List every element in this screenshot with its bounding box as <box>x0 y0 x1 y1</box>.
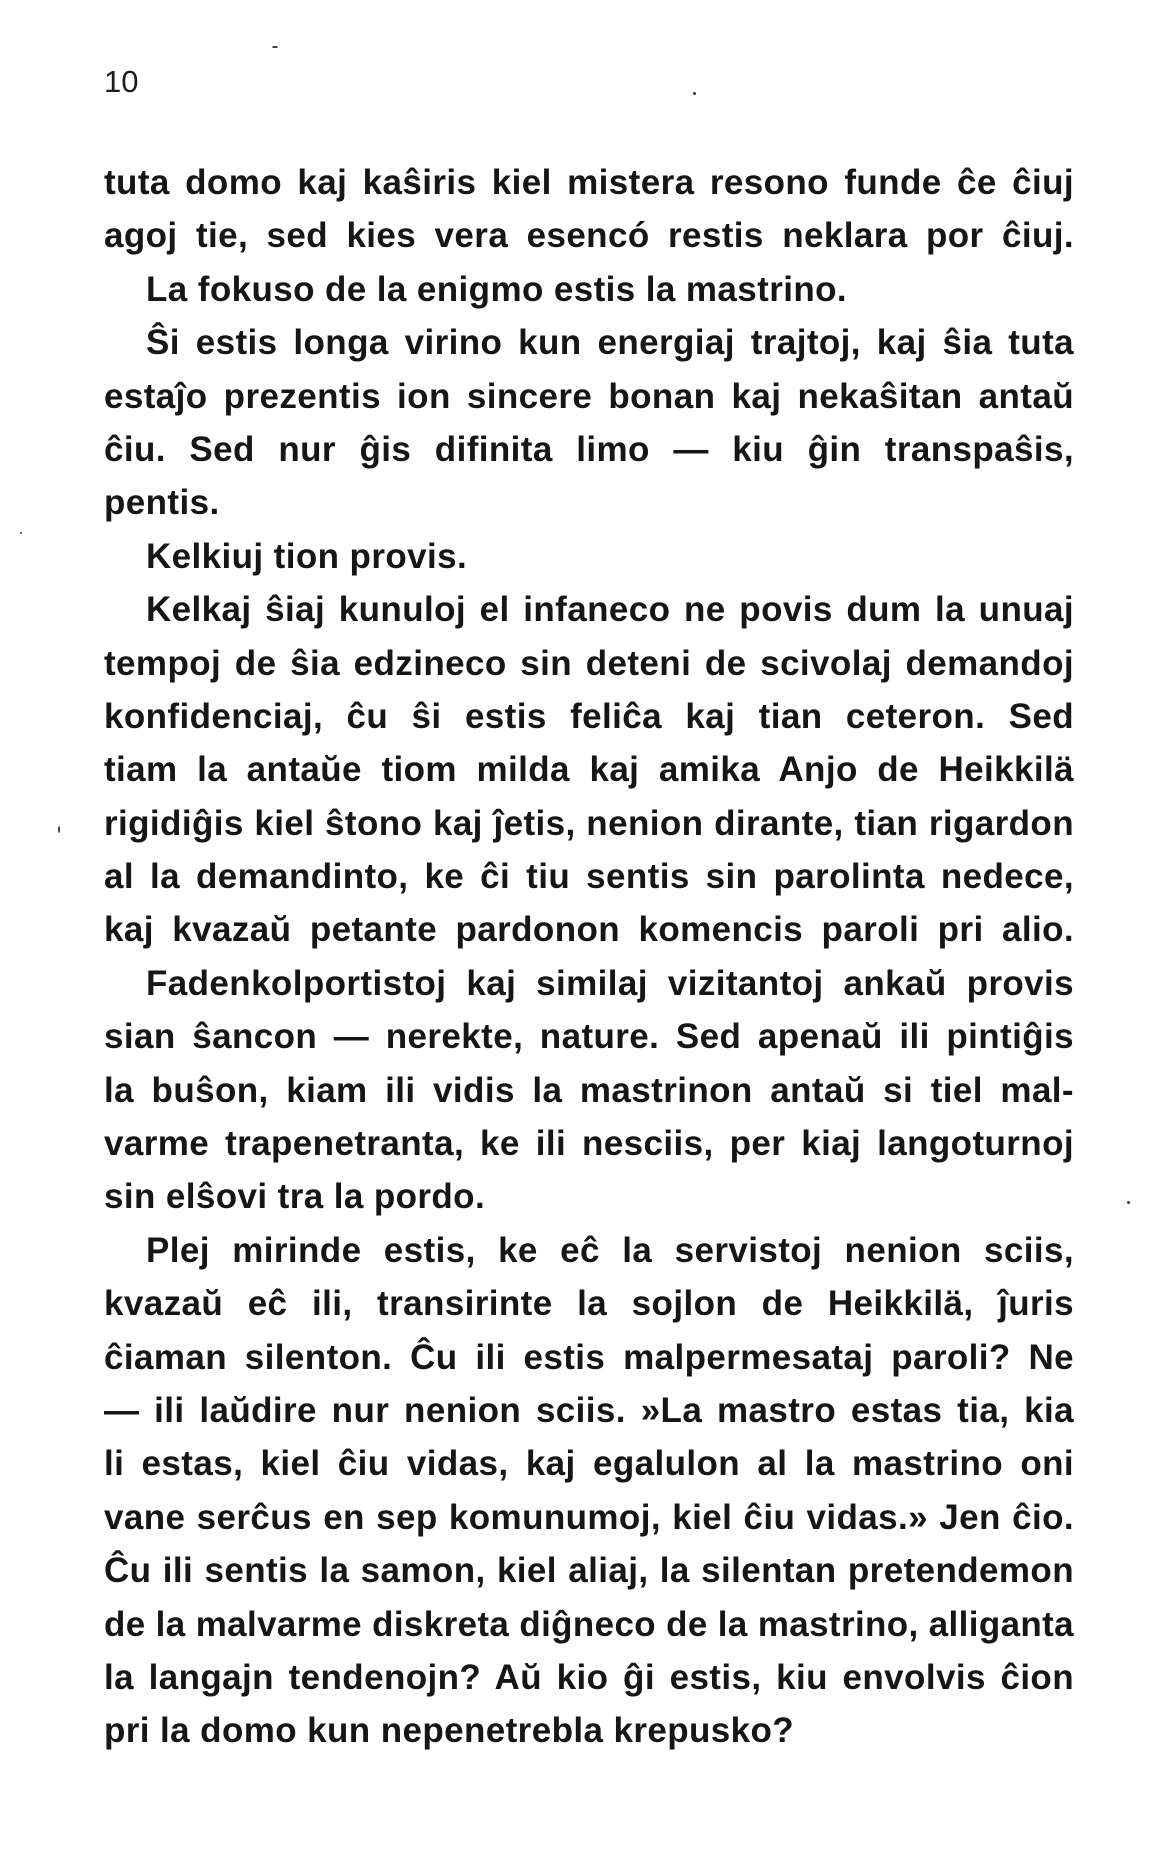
text-line: varme trapenetranta, ke ili nesciis, per kiaj langoturnoj <box>104 1124 1074 1164</box>
body-text <box>104 156 1074 1758</box>
text-line: — ili laŭdire nur nenion sciis. »La mastro estas tia, kia <box>104 1390 1074 1430</box>
text-line: al la demandinto, ke ĉi tiu sentis sin parolinta nedece, <box>104 857 1074 897</box>
text-line: kvazaŭ eĉ ili, transirinte la sojlon de Heikkilä, ĵuris <box>104 1284 1074 1324</box>
scan-speck <box>272 46 278 48</box>
text-line: tuta domo kaj kaŝiris kiel mistera resono funde ĉe ĉiuj <box>104 163 1074 202</box>
text-line: ĉiu. Sed nur ĝis difinita limo — kiu ĝin transpaŝis, <box>104 429 1074 469</box>
scan-speck <box>693 92 696 95</box>
text-line: sian ŝancon — nerekte, nature. Sed apenaŭ ili pintiĝis <box>104 1017 1074 1057</box>
text-line: sin elŝovi tra la pordo. <box>104 1177 486 1217</box>
text-line: la buŝon, kiam ili vidis la mastrinon antaŭ si tiel mal- <box>104 1070 1074 1110</box>
text-line: Plej mirinde estis, ke eĉ la servistoj nenion sciis, <box>146 1230 1074 1270</box>
text-line: vane serĉus en sep komunumoj, kiel ĉiu vidas.» Jen ĉio. <box>104 1497 1074 1537</box>
page-number: 10 <box>104 64 139 99</box>
text-line: kaj kvazaŭ petante pardonon komencis paroli pri alio. <box>104 910 1074 950</box>
text-line: li estas, kiel ĉiu vidas, kaj egalulon al la mastrino oni <box>104 1444 1074 1484</box>
text-line: la langajn tendenojn? Aŭ kio ĝi estis, kiu envolvis ĉion <box>104 1657 1074 1697</box>
scan-speck <box>1127 1201 1130 1204</box>
text-line: Ŝi estis longa virino kun energiaj trajtoj, kaj ŝia tuta <box>146 323 1074 363</box>
text-line: pentis. <box>104 483 220 523</box>
text-line: La fokuso de la enigmo estis la mastrino. <box>146 269 848 309</box>
text-line: Ĉu ili sentis la samon, kiel aliaj, la silentan pretendemon <box>104 1551 1074 1591</box>
text-line: Kelkiuj tion provis. <box>146 536 468 576</box>
text-line: Fadenkolportistoj kaj similaj vizitantoj ankaŭ provis <box>146 963 1074 1003</box>
text-line: de la malvarme diskreta diĝneco de la mastrino, alliganta <box>104 1604 1075 1644</box>
text-line: tempoj de ŝia edzineco sin deteni de scivolaj demandoj <box>104 643 1074 683</box>
text-line: rigidiĝis kiel ŝtono kaj ĵetis, nenion dirante, tian rigardon <box>104 803 1074 843</box>
text-line: pri la domo kun nepenetrebla krepusko? <box>104 1711 795 1751</box>
scan-speck <box>20 532 22 534</box>
text-line: tiam la antaŭe tiom milda kaj amika Anjo de Heikkilä <box>104 750 1074 790</box>
text-line: agoj tie, sed kies vera esencó restis neklara por ĉiuj. <box>104 216 1074 256</box>
text-line: konfidenciaj, ĉu ŝi estis feliĉa kaj tian ceteron. Sed <box>104 696 1074 736</box>
text-line: estaĵo prezentis ion sincere bonan kaj nekaŝitan antaŭ <box>104 376 1074 416</box>
scan-speck <box>58 826 60 833</box>
text-line: Kelkaj ŝiaj kunuloj el infaneco ne povis dum la unuaj <box>146 590 1074 630</box>
text-line: ĉiaman silenton. Ĉu ili estis malpermesataj paroli? Ne <box>104 1337 1074 1377</box>
